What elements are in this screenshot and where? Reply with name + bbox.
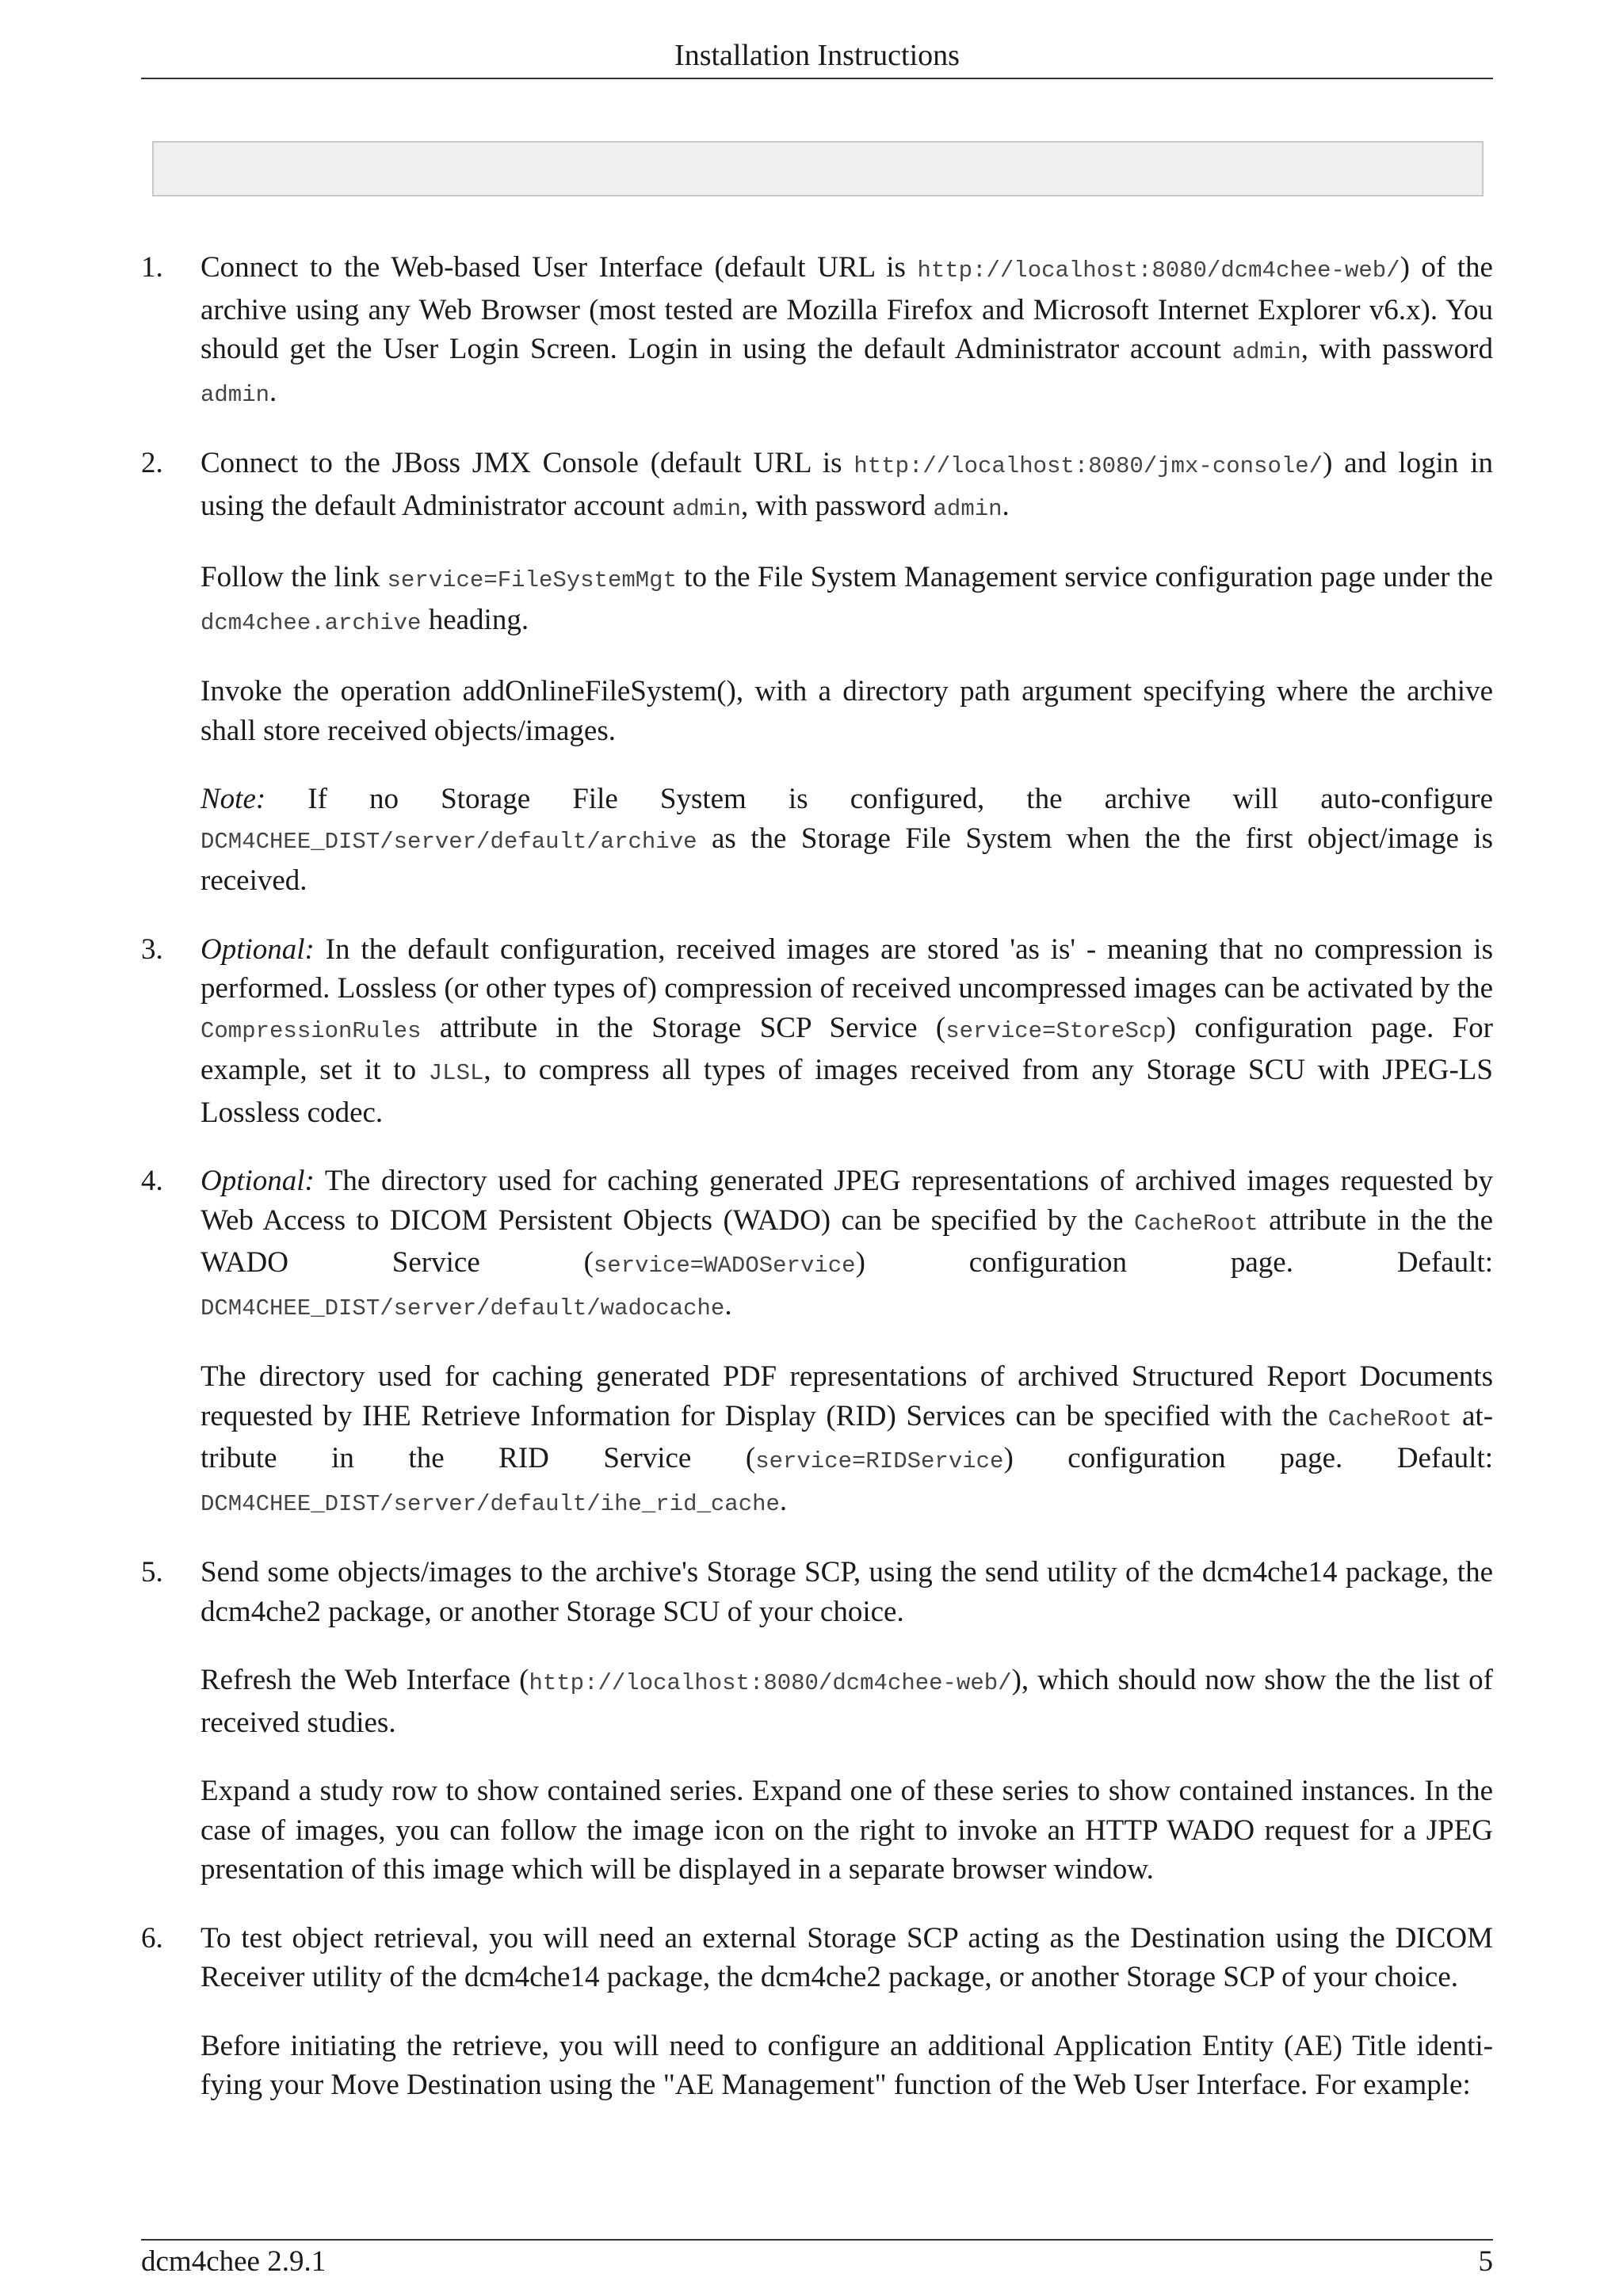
code-text: CacheRoot (1133, 1210, 1258, 1237)
item-number: 1. (141, 251, 163, 284)
list-item-1 (141, 248, 1493, 414)
code-text: admin (200, 381, 270, 408)
optional-label: Optional: (200, 933, 315, 966)
list-item-4 (141, 1161, 1493, 1524)
list-item-3 (141, 930, 1493, 1133)
note-label: Note: (200, 783, 266, 815)
code-text: CacheRoot (1327, 1405, 1453, 1432)
footer-divider (141, 2239, 1493, 2241)
paragraph: Connect to the Web-based User Interface (default URL is http://localhost:8080/dcm4chee-web/) of the archive using any Web Browser (most tested are Mozilla Firefox and Microsoft Internet Explorer v6.x). You should get the User Login Screen. Login in using the default Administrator account admin, with password admin. (200, 251, 1493, 408)
paragraph: Send some objects/images to the archive's Storage SCP, using the send utility of the dcm4che14 package, the dcm4che2 package, or another Storage SCU of your choice. (200, 1556, 1493, 1628)
page-number: 5 (1478, 2245, 1493, 2278)
paragraph: Connect to the JBoss JMX Console (default URL is http://localhost:8080/jmx-console/) and login in using the default Administrator account admin, with password admin. (200, 447, 1493, 522)
code-text: admin (671, 495, 741, 522)
item-number: 5. (141, 1556, 163, 1589)
service-link-code[interactable]: service=FileSystemMgt (387, 567, 677, 593)
paragraph: Expand a study row to show contained series. Expand one of these series to show contained instances. In the case of images, you can follow the image icon on the right to invoke an HTTP WADO request for a JPEG presentation of this image which will be displayed in a separate browser window. (200, 1775, 1493, 1886)
paragraph: To test object retrieval, you will need an external Storage SCP acting as the Destination using the DICOM Receiver utility of the dcm4che14 package, the dcm4che2 package, or another Storage SCP of your choice. (200, 1921, 1493, 1993)
paragraph: Optional: In the default configuration, received images are stored 'as is' - meaning that no compression is performed. Lossless (or other types of) compression of received uncompressed images can be activated by the CompressionRules attribute in the Storage SCP Service (service=StoreScp) configuration page. For example, set it to JLSL, to compress all types of images received from any Storage SCU with JPEG-LS Lossless codec. (200, 933, 1493, 1129)
code-text: DCM4CHEE_DIST/server/default/ihe_rid_cache (200, 1490, 780, 1517)
paragraph: The directory used for caching generated PDF representations of archived Structured Report Documents requested by IHE Retrieve Information for Display (RID) Services can be specified with the CacheRoot attribute in the RID Service (service=RIDService) configuration page. Default: DCM4CHEE_DIST/server/default/ihe_rid_cache. (200, 1360, 1494, 1517)
url-code[interactable]: http://localhost:8080/dcm4chee-web/ (917, 257, 1400, 284)
code-text: dcm4chee.archive (200, 609, 422, 636)
header-divider (141, 78, 1493, 79)
note-paragraph: Note: If no Storage File System is configured, the archive will auto-configure DCM4CHEE_DIST/server/default/archive as the Storage File System when the the first object/image is received. (200, 783, 1493, 897)
code-text: service=StoreScp (945, 1017, 1167, 1044)
code-text: JLSL (428, 1060, 484, 1086)
code-text: admin (1232, 339, 1301, 365)
url-code[interactable]: http://localhost:8080/jmx-console/ (854, 453, 1323, 479)
list-item-5 (141, 1553, 1493, 1890)
code-text: service=RIDService (755, 1448, 1004, 1474)
optional-label: Optional: (200, 1165, 315, 1197)
paragraph: Optional: The directory used for caching generated JPEG representations of archived images requested by Web Access to DICOM Persistent Objects (WADO) can be specified by the CacheRoot attribute in the the WADO Service (service=WADOService) configuration page. Default: DCM4CHEE_DIST/server/default/wadocache. (200, 1165, 1494, 1322)
code-text: DCM4CHEE_DIST/server/default/wadocache (200, 1295, 725, 1322)
item-number: 6. (141, 1921, 163, 1955)
list-item-2 (141, 444, 1493, 901)
code-text: DCM4CHEE_DIST/server/default/archive (200, 828, 697, 855)
code-block-placeholder (152, 141, 1484, 196)
code-text: CompressionRules (200, 1017, 422, 1044)
instruction-list (141, 248, 1493, 2134)
list-item-6 (141, 1919, 1493, 2105)
paragraph: Follow the link service=FileSystemMgt to the File System Management service configuration page under the dcm4chee.archive heading. (200, 561, 1493, 636)
item-number: 4. (141, 1165, 163, 1197)
running-header: Installation Instructions (674, 39, 960, 72)
footer-product-version: dcm4chee 2.9.1 (141, 2245, 327, 2278)
paragraph: Invoke the operation addOnlineFileSystem(), with a directory path argument specifying where the archive shall store received objects/images. (200, 675, 1493, 747)
item-number: 2. (141, 447, 163, 479)
paragraph: Refresh the Web Interface (http://localhost:8080/dcm4chee-web/), which should now show the the list of received studies. (200, 1664, 1493, 1739)
code-text: service=WADOService (593, 1253, 856, 1279)
code-text: admin (933, 495, 1002, 522)
paragraph: Before initiating the retrieve, you will need to configure an additional Application Entity (AE) Title identifying your Move Destination using the "AE Management" function of the Web User Interface. For example: (200, 2029, 1493, 2101)
item-number: 3. (141, 933, 163, 966)
url-code[interactable]: http://localhost:8080/dcm4chee-web/ (529, 1670, 1012, 1696)
